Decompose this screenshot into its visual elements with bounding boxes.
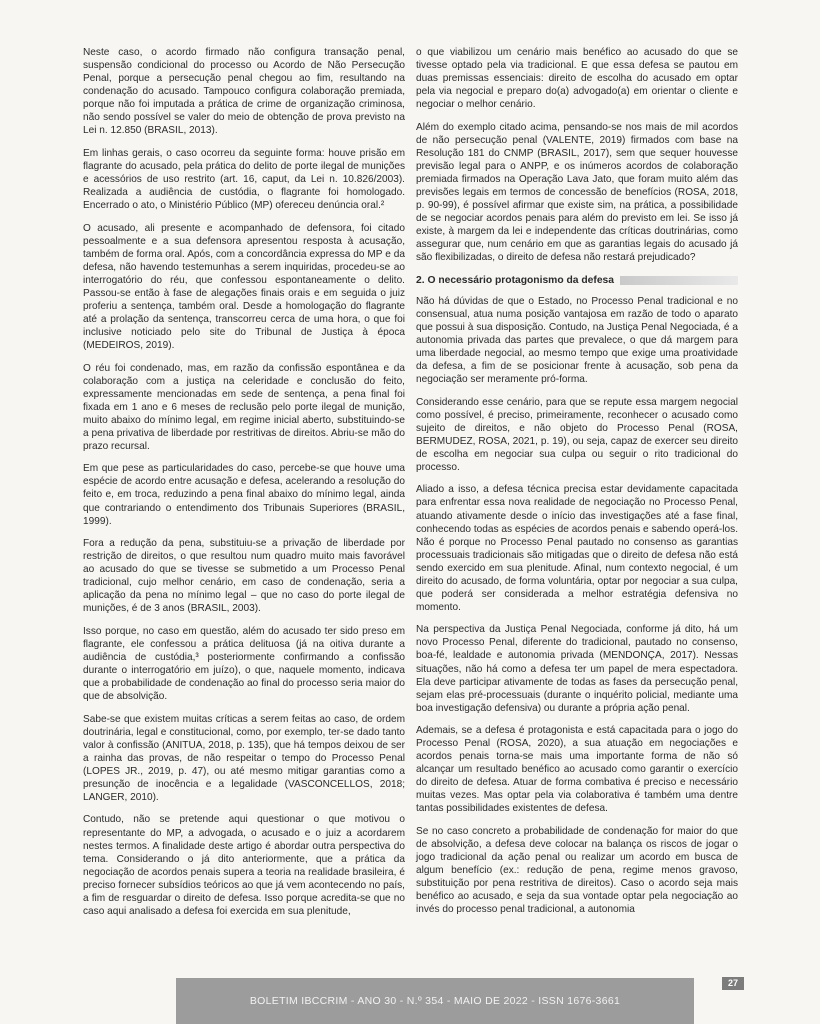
paragraph: O acusado, ali presente e acompanhado de defensora, foi citado pessoalmente e a sua defensora apresentou resposta à acusação, também de forma oral. Após, com a concordância expressa do MP e da defesa, não havendo testemunhas a serem inquiridas, procedeu-se ao interrogatório do réu, que confessou espontaneamente o delito. Passou-se então à fase de alegações finais orais e em seguida o juiz proferiu a sentença, também oral. Desde a homologação do flagrante até a prolação da sentença, transcorreu cerca de uma hora, o que foi inclusive noticiado pelo site do Tribunal de Justiça à época (MEDEIROS, 2019). (83, 222, 405, 351)
paragraph: Ademais, se a defesa é protagonista e está capacitada para o jogo do Processo Penal (ROSA, 2020), a sua atuação em negociações e acordos penais torna-se mais uma importante forma de não só alcançar um resultado benéfico ao acusado como garantir o exercício do direito de defesa. Atuar de forma combativa é preciso e necessário muitas vezes. Mas optar pela via colaborativa é também uma dentre tantas possibilidades existentes de defesa. (416, 725, 738, 815)
paragraph: Se no caso concreto a probabilidade de condenação for maior do que de absolvição, a defesa deve colocar na balança os riscos de jogar o jogo tradicional da ação penal ou realizar um acordo em busca de algum benefício (ex.: redução de pena, regime menos gravoso, substituição por pena restritiva de direitos). Caso o acordo seja mais benéfico ao acusado, e seja da sua vontade optar pela negociação ao invés do processo penal tradicional, a autonomia (416, 826, 738, 916)
paragraph: Contudo, não se pretende aqui questionar o que motivou o representante do MP, a advogada, o acusado e o juiz a acordarem nestes termos. A finalidade deste artigo é abordar outra perspectiva do tema. Considerando o já dito anteriormente, que a prática da negociação de acordos penais supera a teoria na realidade brasileira, é preciso fornecer subsídios teóricos ao que já vem acontecendo no país, a fim de resguardar o direito de defesa. Isso porque acredita-se que no caso aqui analisado a defesa foi exercida em sua plenitude, (83, 814, 405, 917)
left-column (83, 46, 405, 927)
paragraph: Em que pese as particularidades do caso, percebe-se que houve uma espécie de acordo entre acusação e defesa, acelerando a resolução do feito e, em troca, reduzindo a pena final abaixo do mínimo legal, ainda que contrariando o entendimento dos Tribunais Superiores (BRASIL, 1999). (83, 463, 405, 527)
paragraph: Além do exemplo citado acima, pensando-se nos mais de mil acordos de não persecução penal (VALENTE, 2019) firmados com base na Resolução 181 do CNMP (BRASIL, 2017), sem que sequer houvesse previsão legal para o ANPP, e os inúmeros acordos de colaboração premiada firmados na Operação Lava Jato, que foram muito além das previsões legais em termos de concessão de benefícios (ROSA, 2018, p. 90-99), é possível afirmar que existe sim, na prática, a possibilidade de se negociar acordos penais para além do previsto em lei. Se isso já existe, à margem da lei e independente das críticas doutrinárias, como assegurar que, num cenário em que as garantias legais do acusado já são flexibilizadas, o direito de defesa não restará prejudicado? (416, 121, 738, 264)
heading-bar (620, 276, 738, 285)
paragraph: Não há dúvidas de que o Estado, no Processo Penal tradicional e no consensual, atua numa posição vantajosa em razão de todo o aparato que possui à sua disposição. Contudo, na Justiça Penal Negociada, é a autonomia privada das partes que prevalece, o que dá margem para uma liberdade negocial, ao mesmo tempo que exige uma proatividade da defesa, a fim de se posicionar frente à acusação, sob pena da negociação ser meramente pró-forma. (416, 295, 738, 386)
paragraph: Fora a redução da pena, substituiu-se a privação de liberdade por restrição de direitos, o que resultou num quadro muito mais favorável ao acusado do que se tivesse se submetido a um Processo Penal tradicional, cujo melhor cenário, em caso de condenação, seria a aplicação da pena no mínimo legal – que no caso do porte ilegal de munições, é de 3 anos (BRASIL, 2003). (83, 538, 405, 615)
paragraph: Neste caso, o acordo firmado não configura transação penal, suspensão condicional do processo ou Acordo de Não Persecução Penal, porque a persecução penal chegou ao fim, resultando na condenação do acusado. Tampouco configura colaboração premiada, porque não foi imputada a prática de crime de organização criminosa, não sendo possível se valer do meio de obtenção de prova previsto na Lei n. 12.850 (BRASIL, 2013). (83, 47, 405, 137)
footer-banner (176, 978, 694, 1024)
paragraph: Na perspectiva da Justiça Penal Negociada, conforme já dito, há um novo Processo Penal, diferente do tradicional, pautado no consenso, boa-fé, lealdade e autonomia privada (MENDONÇA, 2017). Nessas situações, não há como a defesa ter um papel de mera espectadora. Ela deve participar ativamente de todas as fases da persecução penal, sejam elas pré-processuais (durante o inquérito policial, mediante uma boa investigação defensiva) ou durante a própria ação penal. (416, 624, 738, 714)
paragraph: O réu foi condenado, mas, em razão da confissão espontânea e da colaboração com a justiça na celeridade e conclusão do feito, expressamente mencionadas em sede de sentença, a pena final foi fixada em 1 ano e 6 meses de reclusão pelo porte ilegal de munição, muito abaixo do mínimo legal, em regime inicial aberto, substituindo-se a pena privativa de liberdade por restritivas de direitos. Abriu-se mão do prazo recursal. (83, 362, 405, 452)
paragraph: Em linhas gerais, o caso ocorreu da seguinte forma: houve prisão em flagrante do acusado, pela prática do delito de porte ilegal de munições e acessórios de uso restrito (art. 16, caput, da Lei n. 10.826/2003). Realizada a audiência de custódia, o flagrante foi homologado. Encerrado o ato, o Ministério Público (MP) ofereceu denúncia oral.² (83, 147, 405, 212)
paragraph: Isso porque, no caso em questão, além do acusado ter sido preso em flagrante, ele confessou a prática delituosa (já na oitiva durante a audiência de custódia,³ posteriormente confirmando a confissão durante o interrogatório em juízo), o que, naquele momento, indicava que a probabilidade de condenação ao final do processo seria maior do que de absolvição. (83, 625, 405, 703)
right-column (416, 46, 738, 926)
page-number: 27 (722, 977, 744, 990)
section-heading (416, 274, 738, 287)
footer-text: BOLETIM IBCCRIM - ANO 30 - N.º 354 - MAIO DE 2022 - ISSN 1676-3661 (249, 995, 621, 1007)
paragraph: Sabe-se que existem muitas críticas a serem feitas ao caso, de ordem doutrinária, legal e constitucional, como, por exemplo, ter-se dado tanto valor à confissão (ANITUA, 2018, p. 135), que há tempos deixou de ser a rainha das provas, de não respeitar o tempo do Processo Penal (LOPES JR., 2019, p. 47), ou até mesmo mitigar garantias como a presunção de inocência e a legalidade (VASCONCELLOS, 2018; LANGER, 2010). (83, 713, 405, 803)
paragraph: Aliado a isso, a defesa técnica precisa estar devidamente capacitada para enfrentar essa nova realidade de negociação no Processo Penal, atuando ativamente desde o início das investigações até a fase final, conhecendo todas as espécies de acordos penais e sabendo operá-los. Não é porque no Processo Penal pautado no consenso as garantias processuais tradicionais são mitigadas que o direito de defesa não está sendo exercido em sua plenitude. Afinal, num contexto negocial, é um direito do acusado, de forma voluntária, optar por negociar a sua culpa, que poderá ser considerada a melhor estratégia defensiva no momento. (416, 484, 738, 613)
paragraph: o que viabilizou um cenário mais benéfico ao acusado do que se tivesse optado pela via tradicional. E que essa defesa se pautou em duas premissas essenciais: direito de escolha do acusado em optar pela via negocial e preparo do(a) advogado(a) em orientar o cliente e negociar o melhor cenário. (416, 47, 738, 111)
paragraph: Considerando esse cenário, para que se repute essa margem negocial como possível, é preciso, primeiramente, reconhecer o acusado como sujeito de direitos, e não objeto do Processo Penal (ROSA, BERMUDEZ, ROSA, 2021, p. 19), ou seja, capaz de exercer seu direito de escolha em negociar sua culpa ou seguir o rito tradicional do processo. (416, 396, 738, 473)
section-heading-text: 2. O necessário protagonismo da defesa (416, 274, 614, 286)
